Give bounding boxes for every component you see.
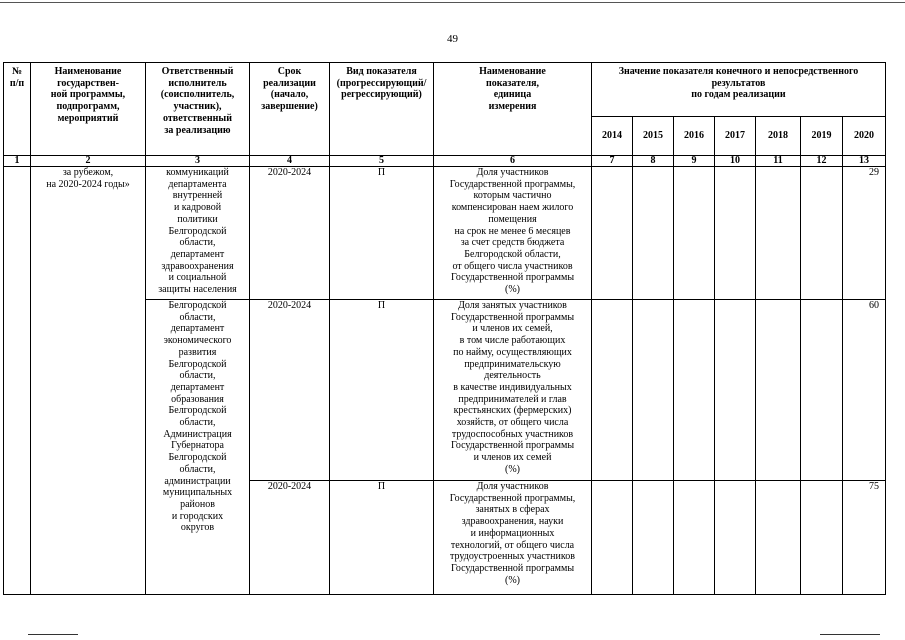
header-year: 2017 [715, 117, 756, 156]
indicator-name-cell: Доля занятых участников Государственной программы и членов их семей, в том числе работающих по найму, осуществляющих предпринимательскую деятельность в качестве индивидуальных предпринимателей и глав крестьянских (фермерских) хозяйств, от общего числа трудоспособных участников Государственной программы и членов их семей (%) [434, 300, 592, 481]
column-number: 4 [250, 156, 330, 167]
value-cell [756, 481, 801, 595]
value-cell [801, 300, 843, 481]
column-number: 9 [674, 156, 715, 167]
header-no: № п/п [4, 63, 31, 156]
value-cell [715, 481, 756, 595]
header-indicator-type: Вид показателя (прогрессирующий/ регрессирующий) [330, 63, 434, 156]
value-cell [674, 300, 715, 481]
page-number: 49 [447, 33, 458, 45]
indicator-name-cell: Доля участников Государственной программы, которым частично компенсирован наем жилого помещения на срок не менее 6 месяцев за счет средств бюджета Белгородской области, от общего числа участников Государственной программы (%) [434, 167, 592, 300]
column-number: 7 [592, 156, 633, 167]
header-row-1 [4, 63, 886, 117]
header-year: 2019 [801, 117, 843, 156]
value-cell [592, 300, 633, 481]
value-cell [756, 167, 801, 300]
bottom-rule [28, 634, 78, 635]
indicator-type-cell: П [330, 167, 434, 300]
indicator-type-cell: П [330, 481, 434, 595]
value-cell [674, 167, 715, 300]
value-cell [633, 167, 674, 300]
column-number: 12 [801, 156, 843, 167]
header-term: Срок реализации (начало, завершение) [250, 63, 330, 156]
value-cell: 60 [843, 300, 886, 481]
indicator-name-cell: Доля участников Государственной программы, занятых в сферах здравоохранения, науки и информационных технологий, от общего числа трудоустроенных участников Государственной программы (%) [434, 481, 592, 595]
value-cell: 75 [843, 481, 886, 595]
program-name-cell: за рубежом, на 2020-2024 годы» [31, 167, 146, 595]
executor-cell: коммуникаций департамента внутренней и кадровой политики Белгородской области, департамент здравоохранения и социальной защиты населения [146, 167, 250, 300]
term-cell: 2020-2024 [250, 167, 330, 300]
value-cell [592, 481, 633, 595]
header-indicator-name: Наименование показателя, единица измерения [434, 63, 592, 156]
value-cell [674, 481, 715, 595]
value-cell [715, 300, 756, 481]
column-number-row [4, 156, 886, 167]
header-year: 2018 [756, 117, 801, 156]
header-year: 2016 [674, 117, 715, 156]
column-number: 2 [31, 156, 146, 167]
term-cell: 2020-2024 [250, 300, 330, 481]
executor-cell: Белгородской области, департамент экономического развития Белгородской области, департамент образования Белгородской области, Администрация Губернатора Белгородской области, администрации муниципальных районов и городских округов [146, 300, 250, 595]
table-row [4, 167, 886, 300]
header-values: Значение показателя конечного и непосредственного результатов по годам реализации [592, 63, 886, 117]
column-number: 13 [843, 156, 886, 167]
column-number: 3 [146, 156, 250, 167]
term-cell: 2020-2024 [250, 481, 330, 595]
value-cell [756, 300, 801, 481]
header-year: 2014 [592, 117, 633, 156]
column-number: 6 [434, 156, 592, 167]
value-cell [633, 300, 674, 481]
value-cell [592, 167, 633, 300]
indicator-type-cell: П [330, 300, 434, 481]
column-number: 5 [330, 156, 434, 167]
value-cell: 29 [843, 167, 886, 300]
column-number: 10 [715, 156, 756, 167]
header-executor: Ответственный исполнитель (соисполнитель, участник), ответственный за реализацию [146, 63, 250, 156]
column-number: 11 [756, 156, 801, 167]
header-year: 2020 [843, 117, 886, 156]
row-number-cell [4, 167, 31, 595]
value-cell [715, 167, 756, 300]
column-number: 8 [633, 156, 674, 167]
indicator-table [3, 62, 886, 595]
top-rule [0, 2, 905, 3]
value-cell [801, 167, 843, 300]
header-program-name: Наименование государствен- ной программы, подпрограмм, мероприятий [31, 63, 146, 156]
column-number: 1 [4, 156, 31, 167]
value-cell [801, 481, 843, 595]
header-year: 2015 [633, 117, 674, 156]
bottom-rule [820, 634, 880, 635]
value-cell [633, 481, 674, 595]
